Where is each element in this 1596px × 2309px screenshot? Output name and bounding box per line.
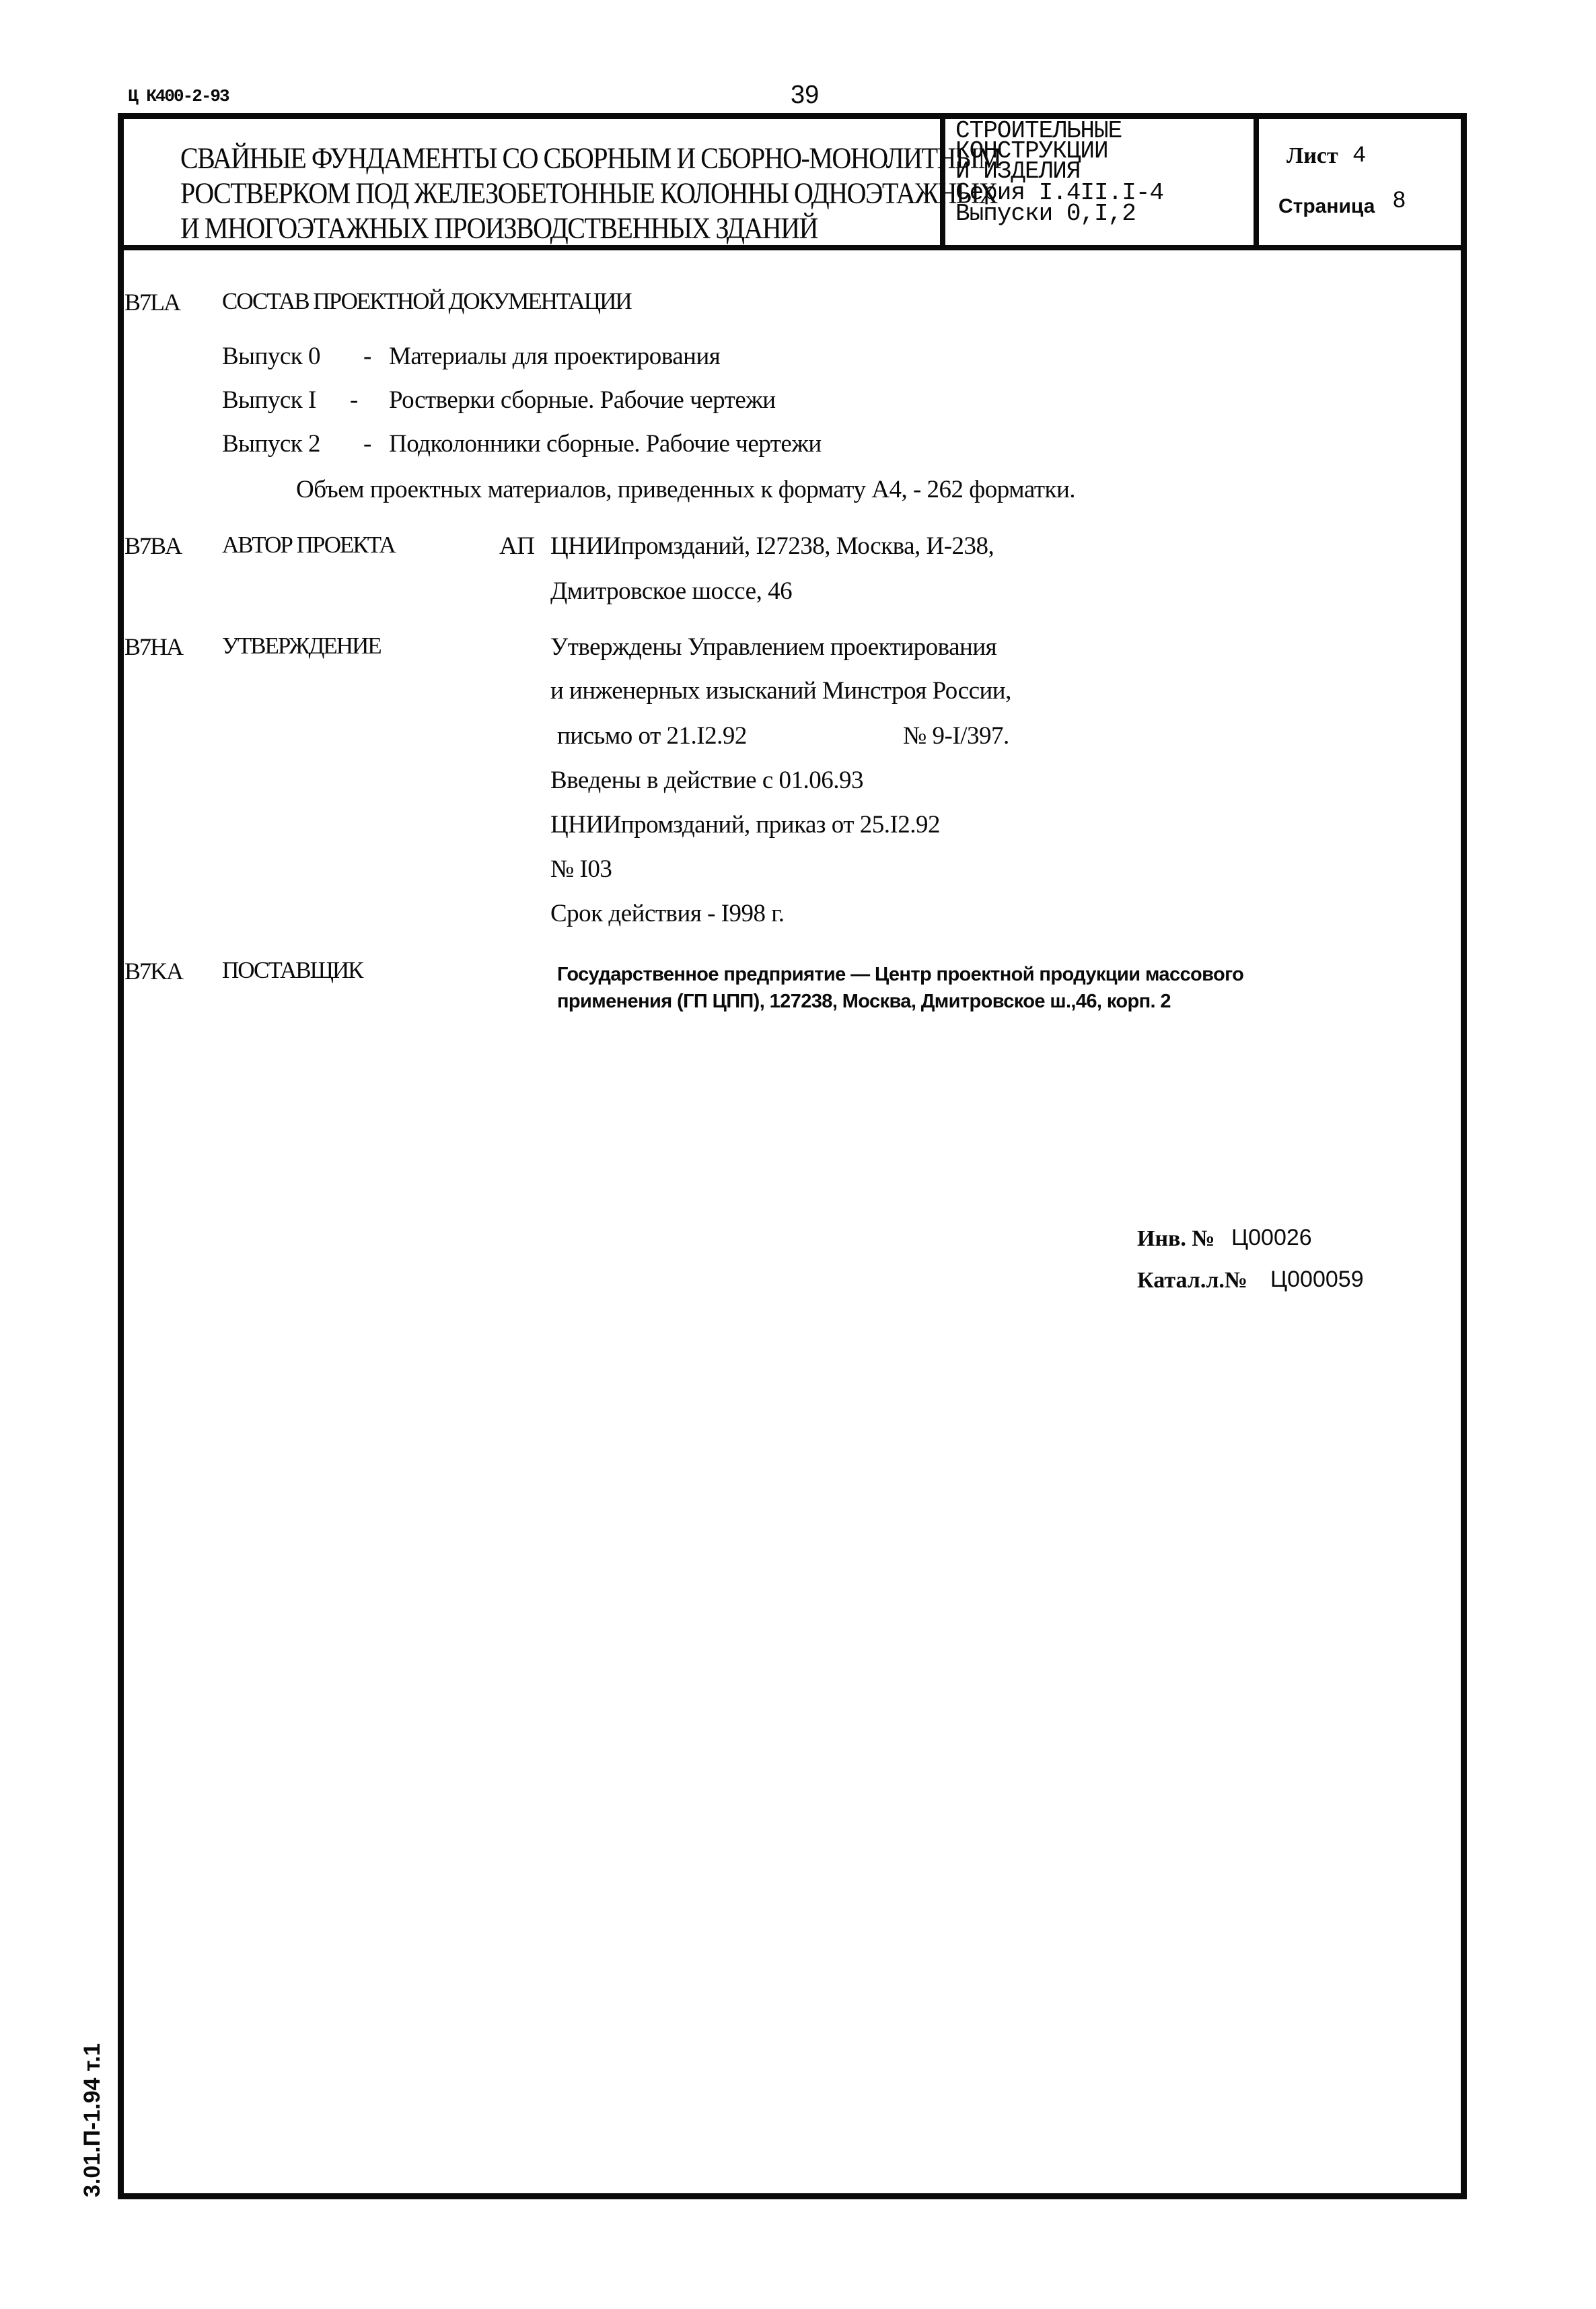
validity-period: Срок действия - I998 г. xyxy=(550,900,785,927)
document-frame xyxy=(118,113,1467,2199)
section-code: B7KA xyxy=(124,958,183,985)
approval-line: ЦНИИпромзданий, приказ от 25.I2.92 xyxy=(550,811,941,839)
sheet-number: 4 xyxy=(1352,143,1367,169)
section-label: ПОСТАВЩИК xyxy=(222,957,363,983)
title-line: И МНОГОЭТАЖНЫХ ПРОИЗВОДСТВЕННЫХ ЗДАНИЙ xyxy=(180,211,818,245)
supplier-line: применения (ГП ЦПП), 127238, Москва, Дмитровское ш.,46, корп. 2 xyxy=(557,991,1171,1012)
catalog-number: Ц000059 xyxy=(1270,1267,1364,1292)
section-code: B7LA xyxy=(124,289,180,316)
page-value: 8 xyxy=(1393,187,1406,213)
series-number: Серия I.4II.I-4 xyxy=(955,179,1164,207)
section-label: УТВЕРЖДЕНИЕ xyxy=(222,633,381,659)
approval-letter-number: № 9-I/397. xyxy=(903,722,1009,750)
issues-list: Выпуски 0,I,2 xyxy=(955,200,1136,227)
page-number: 39 xyxy=(791,81,820,109)
issue-desc: Материалы для проектирования xyxy=(389,343,721,370)
volume-note: Объем проектных материалов, приведенных к формату А4, - 262 форматки. xyxy=(296,476,1076,503)
catalog-label: Катал.л.№ xyxy=(1137,1268,1248,1293)
series-line: СТРОИТЕЛЬНЫЕ xyxy=(955,117,1122,145)
section-code: B7HA xyxy=(124,633,183,660)
title-block-divider xyxy=(1254,113,1259,250)
issue-dash: - xyxy=(350,386,358,414)
issue-dash: - xyxy=(363,343,371,370)
approval-line: и инженерных изысканий Минстроя России, xyxy=(550,677,1011,705)
inventory-number: Ц00026 xyxy=(1231,1225,1312,1250)
series-line: КОНСТРУКЦИИ xyxy=(955,137,1108,165)
approval-line: Утверждены Управлением проектирования xyxy=(550,633,997,661)
section-code: B7BA xyxy=(124,532,182,559)
margin-stamp: 3.01.П-1.94 т.1 xyxy=(79,2042,105,2197)
author-line: ЦНИИпромзданий, I27238, Москва, И-238, xyxy=(550,532,994,560)
issue-desc: Подколонники сборные. Рабочие чертежи xyxy=(389,430,822,458)
title-line: СВАЙНЫЕ ФУНДАМЕНТЫ СО СБОРНЫМ И СБОРНО-МОНОЛИТНЫМ xyxy=(180,141,1001,175)
issue-name: Выпуск 2 xyxy=(222,430,320,458)
approval-line: Введены в действие с 01.06.93 xyxy=(550,767,864,794)
author-line: Дмитровское шоссе, 46 xyxy=(550,577,793,605)
section-label: СОСТАВ ПРОЕКТНОЙ ДОКУМЕНТАЦИИ xyxy=(222,288,631,314)
issue-name: Выпуск I xyxy=(222,386,316,414)
issue-dash: - xyxy=(363,430,371,458)
inventory-label: Инв. № xyxy=(1137,1226,1215,1251)
page-label: Страница xyxy=(1278,195,1375,217)
section-label: АВТОР ПРОЕКТА xyxy=(222,532,395,558)
document-code: Ц К400-2-93 xyxy=(128,86,229,106)
author-prefix: АП xyxy=(499,532,535,560)
supplier-line: Государственное предприятие — Центр проектной продукции массового xyxy=(557,964,1244,985)
issue-desc: Ростверки сборные. Рабочие чертежи xyxy=(389,386,776,414)
approval-letter-date: письмо от 21.I2.92 xyxy=(557,722,747,750)
series-line: И ИЗДЕЛИЯ xyxy=(955,157,1081,185)
sheet-label: Лист xyxy=(1286,143,1338,168)
issue-name: Выпуск 0 xyxy=(222,343,320,370)
approval-order-number: № I03 xyxy=(550,855,612,883)
title-line: РОСТВЕРКОМ ПОД ЖЕЛЕЗОБЕТОННЫЕ КОЛОННЫ ОДНОЭТАЖНЫХ xyxy=(180,176,997,210)
